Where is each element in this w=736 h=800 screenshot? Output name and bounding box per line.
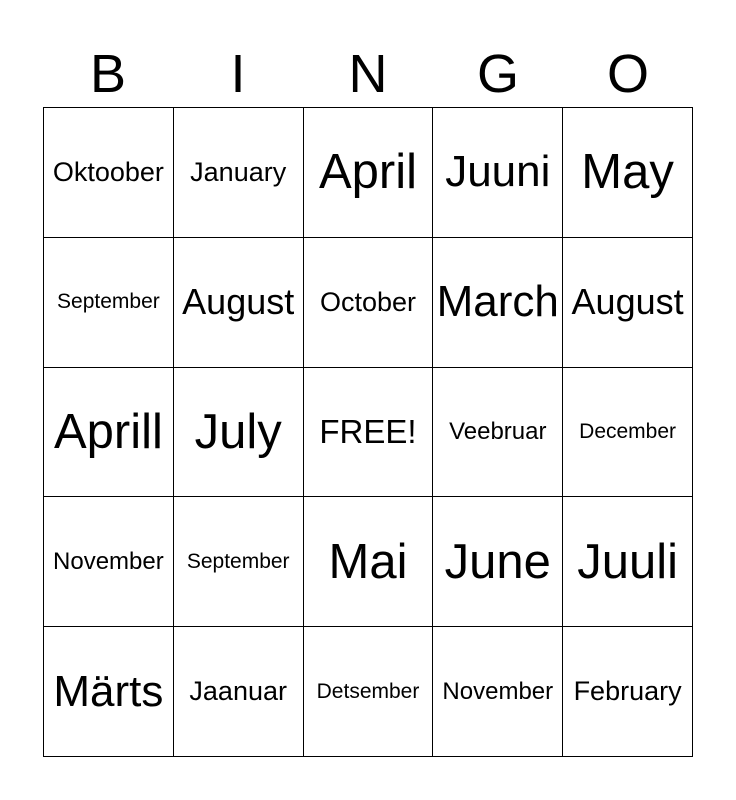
bingo-cell[interactable]: Märts xyxy=(44,627,174,757)
bingo-header xyxy=(43,42,693,106)
bingo-cell[interactable]: February xyxy=(563,627,693,757)
bingo-grid xyxy=(43,107,693,757)
bingo-cell[interactable]: January xyxy=(174,108,304,238)
bingo-cell[interactable]: Aprill xyxy=(44,368,174,498)
bingo-cell[interactable]: November xyxy=(44,497,174,627)
bingo-cell[interactable]: June xyxy=(433,497,563,627)
bingo-cell[interactable]: December xyxy=(563,368,693,498)
bingo-cell[interactable]: Jaanuar xyxy=(174,627,304,757)
bingo-cell[interactable]: October xyxy=(304,238,434,368)
bingo-cell[interactable]: Juuni xyxy=(433,108,563,238)
bingo-cell[interactable]: Oktoober xyxy=(44,108,174,238)
bingo-cell[interactable]: September xyxy=(174,497,304,627)
bingo-cell[interactable]: May xyxy=(563,108,693,238)
bingo-cell[interactable]: Juuli xyxy=(563,497,693,627)
header-letter-b: B xyxy=(89,44,127,104)
bingo-cell[interactable]: November xyxy=(433,627,563,757)
bingo-cell[interactable]: August xyxy=(174,238,304,368)
bingo-cell[interactable]: August xyxy=(563,238,693,368)
header-letter-i: I xyxy=(230,44,246,104)
bingo-cell[interactable]: Veebruar xyxy=(433,368,563,498)
bingo-cell[interactable]: Mai xyxy=(304,497,434,627)
header-letter-n: N xyxy=(348,44,388,104)
header-letter-g: G xyxy=(476,44,519,104)
bingo-cell[interactable]: Detsember xyxy=(304,627,434,757)
bingo-cell[interactable]: September xyxy=(44,238,174,368)
bingo-cell[interactable]: March xyxy=(433,238,563,368)
header-letter-o: O xyxy=(606,44,649,104)
bingo-cell[interactable]: April xyxy=(304,108,434,238)
bingo-cell[interactable]: July xyxy=(174,368,304,498)
bingo-cell-free[interactable]: FREE! xyxy=(304,368,434,498)
